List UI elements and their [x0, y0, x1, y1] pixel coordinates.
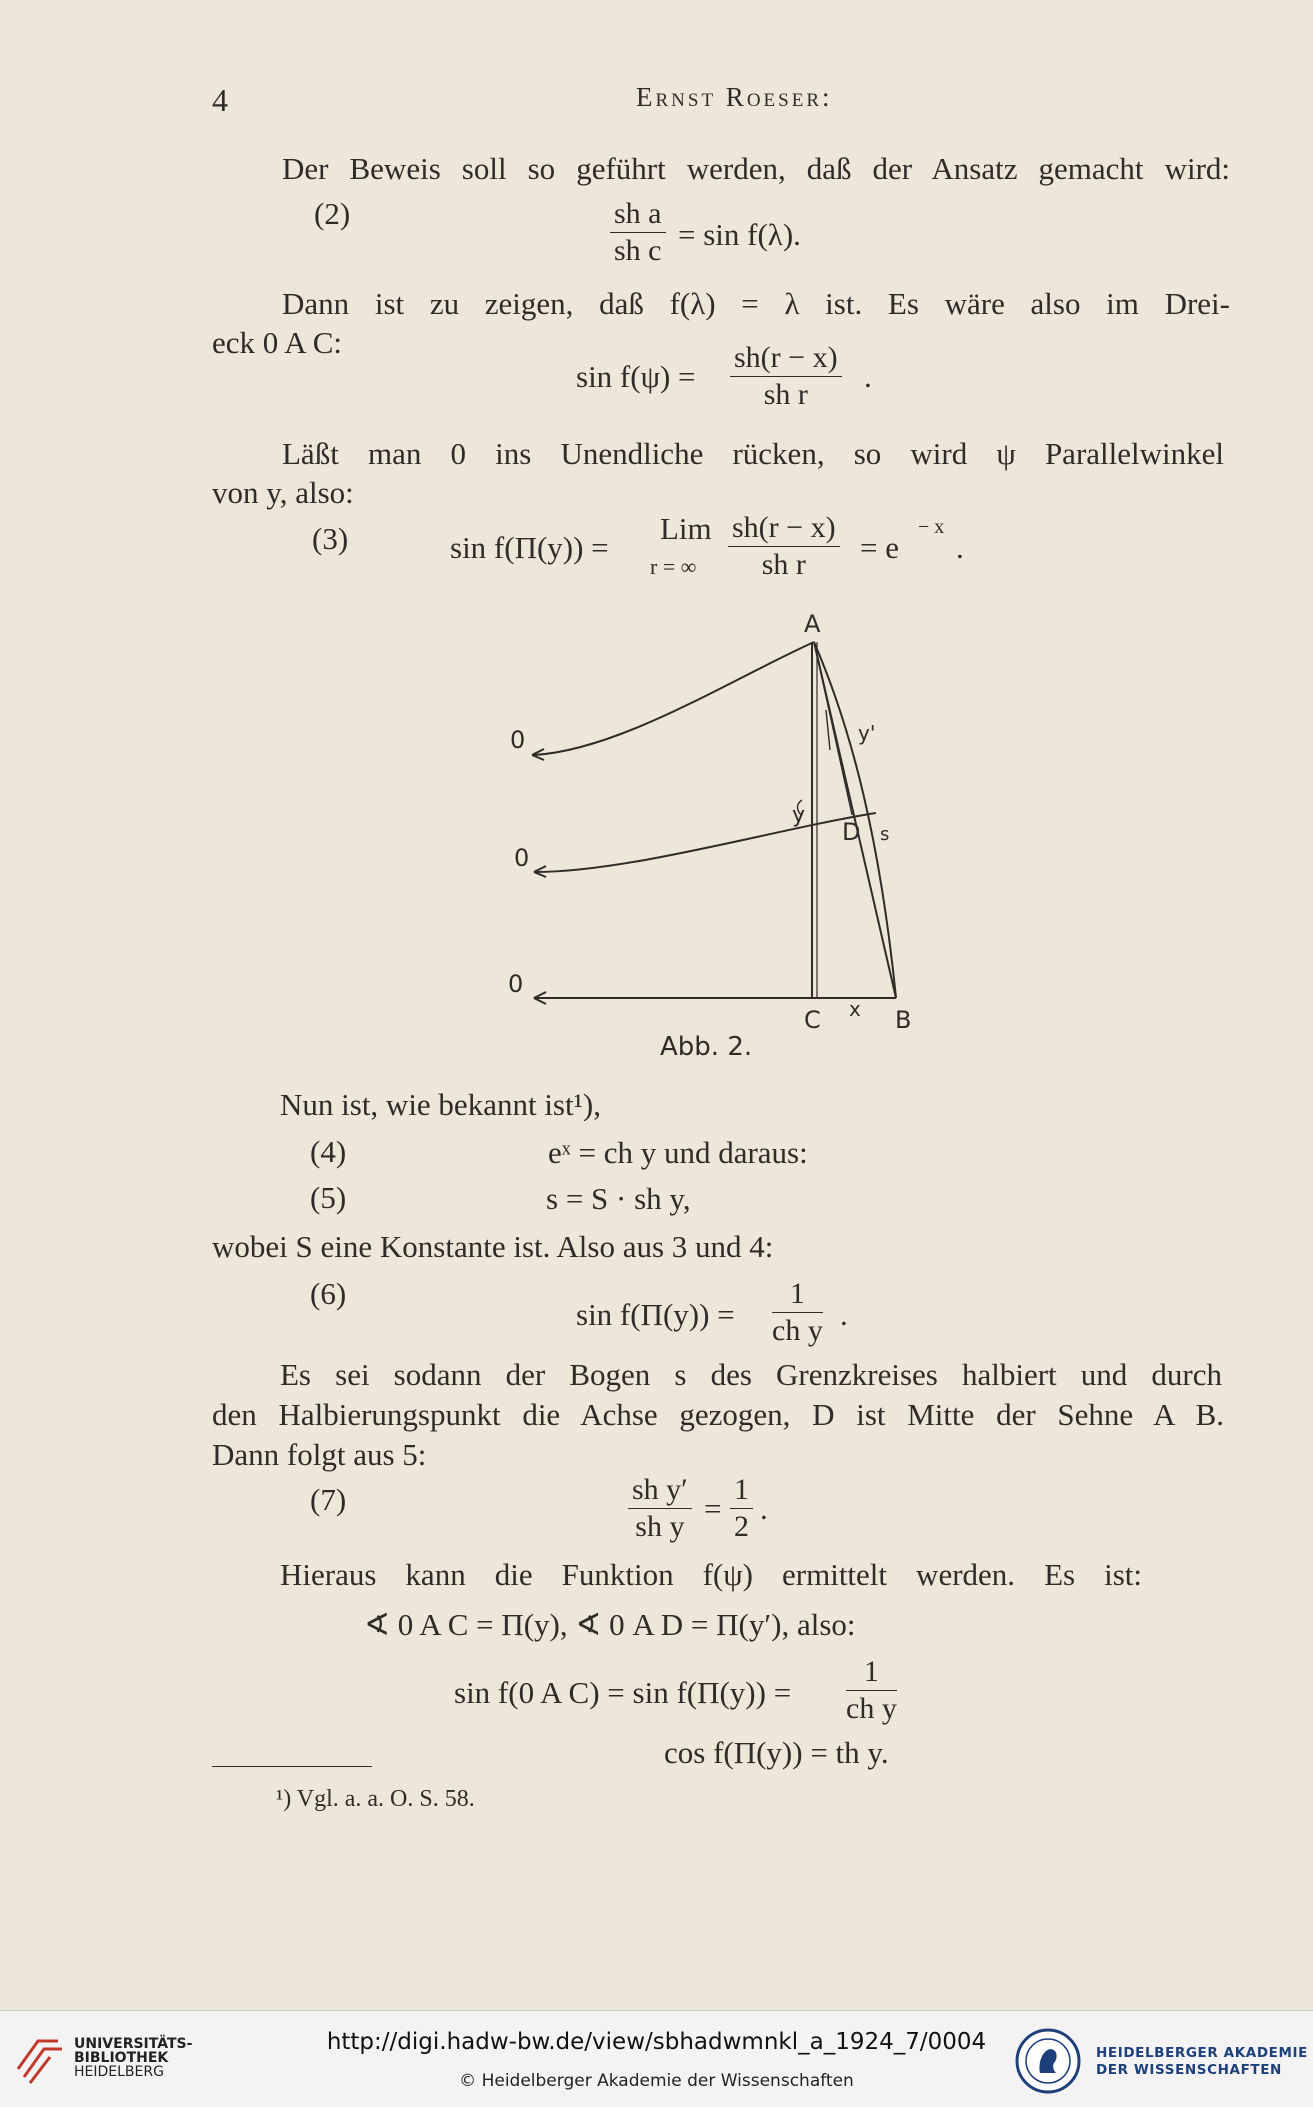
text-line: Dann ist zu zeigen, daß f(λ) = λ ist. Es wäre also im Drei-: [282, 286, 1230, 321]
label-C: C: [804, 1006, 821, 1034]
equation-lhs: sin f(ψ) =: [576, 359, 696, 394]
text-line: Dann folgt aus 5:: [212, 1437, 427, 1472]
exponent: − x: [918, 516, 945, 538]
fraction-numerator: sh(r − x): [728, 510, 840, 547]
tick-y-prime: [826, 710, 830, 750]
equals-sign: =: [704, 1491, 722, 1526]
equation-end: .: [864, 359, 872, 394]
text-line: Nun ist, wie bekannt ist¹),: [280, 1087, 601, 1122]
label-O-bottom: 0: [508, 970, 524, 998]
limit-subscript: r = ∞: [650, 554, 697, 579]
hak-name: [1096, 2045, 1308, 2079]
figure-geometry: [480, 600, 960, 1060]
equation-rhs: = e: [860, 530, 899, 565]
label-O-top: 0: [510, 726, 526, 754]
hak-name-line: DER WISSENSCHAFTEN: [1096, 2062, 1282, 2078]
text-line: Hieraus kann die Funktion f(ψ) ermittelt werden. Es ist:: [280, 1557, 1142, 1592]
equation-end: .: [840, 1297, 848, 1332]
label-y: y: [792, 803, 806, 828]
text-line: eck 0 A C:: [212, 325, 343, 360]
equation-lhs: sin f(0 A C) = sin f(Π(y)) =: [454, 1675, 792, 1710]
equation: ∢ 0 A C = Π(y), ∢ 0 A D = Π(y′), also:: [364, 1607, 856, 1642]
fraction-denominator: ch y: [772, 1314, 823, 1347]
text-line: wobei S eine Konstante ist. Also aus 3 und 4:: [212, 1229, 774, 1264]
fraction-denominator: sh c: [614, 234, 662, 267]
equation-end: .: [760, 1491, 768, 1526]
fraction-denominator: sh y: [635, 1510, 685, 1543]
source-url-link[interactable]: http://digi.hadw-bw.de/view/sbhadwmnkl_a_1924_7/0004: [326, 2029, 987, 2055]
text-line: den Halbierungspunkt die Achse gezogen, D ist Mitte der Sehne A B.: [212, 1397, 1224, 1432]
equation: eˣ = ch y und daraus:: [548, 1135, 808, 1170]
label-D: D: [842, 818, 861, 846]
fraction: [628, 1472, 692, 1545]
fraction-denominator: 2: [734, 1510, 749, 1543]
fraction-numerator: 1: [730, 1472, 753, 1509]
equation: cos f(Π(y)) = th y.: [664, 1735, 889, 1770]
figure-caption: Abb. 2.: [660, 1032, 753, 1062]
equation-number: (5): [310, 1180, 347, 1215]
fraction-numerator: sh y′: [628, 1472, 692, 1509]
label-s: s: [880, 824, 890, 845]
fraction: [610, 196, 666, 269]
footnote-rule: [212, 1766, 372, 1767]
label-y-prime: y': [858, 721, 876, 745]
fraction: [730, 1472, 753, 1545]
page-number: 4: [212, 82, 228, 118]
equation-number: (4): [310, 1134, 347, 1169]
equation-number: (2): [314, 196, 351, 231]
equation-lhs: sin f(Π(y)) =: [450, 530, 609, 565]
fraction: [846, 1654, 897, 1727]
equation-number: (7): [310, 1482, 347, 1517]
hak-name-line: HEIDELBERGER AKADEMIE: [1096, 2045, 1308, 2061]
parallel-line-1: [534, 642, 814, 755]
copyright-notice: © Heidelberger Akademie der Wissenschaften: [459, 2071, 854, 2091]
running-header: Ernst Roeser:: [636, 82, 833, 112]
label-A: A: [804, 610, 821, 638]
fraction-numerator: 1: [846, 1654, 897, 1691]
ub-name-line: UNIVERSITÄTS-: [74, 2036, 193, 2052]
equation-rhs: = sin f(λ).: [678, 217, 801, 252]
footer-bar: [0, 2010, 1313, 2107]
fraction-numerator: 1: [772, 1276, 823, 1313]
label-x: x: [849, 997, 861, 1021]
fraction: [728, 510, 840, 583]
footnote: ¹) Vgl. a. a. O. S. 58.: [276, 1786, 475, 1812]
fraction-denominator: sh r: [761, 548, 806, 581]
text-line: Es sei sodann der Bogen s des Grenzkreises halbiert und durch: [280, 1357, 1222, 1392]
fraction: [730, 340, 842, 413]
fraction-numerator: sh(r − x): [730, 340, 842, 377]
ub-name-line: HEIDELBERG: [74, 2064, 164, 2080]
label-O-middle: 0: [514, 844, 530, 872]
fraction-denominator: sh r: [763, 378, 808, 411]
label-B: B: [895, 1006, 912, 1034]
hak-seal-icon: [1014, 2027, 1082, 2095]
parallel-line-2: [536, 813, 876, 872]
limit-symbol: Lim: [660, 511, 712, 546]
fraction: [772, 1276, 823, 1349]
equation: s = S · sh y,: [546, 1181, 691, 1216]
fraction-numerator: sh a: [610, 196, 666, 233]
fraction-denominator: ch y: [846, 1692, 897, 1725]
equation-number: (3): [312, 521, 349, 556]
equation-end: .: [956, 530, 964, 565]
text-line: von y, also:: [212, 475, 354, 510]
text-line: Der Beweis soll so geführt werden, daß der Ansatz gemacht wird:: [282, 151, 1230, 186]
text-line: Läßt man 0 ins Unendliche rücken, so wird ψ Parallelwinkel: [282, 436, 1224, 471]
ub-name-line: BIBLIOTHEK: [74, 2050, 169, 2066]
equation-number: (6): [310, 1276, 347, 1311]
equation-lhs: sin f(Π(y)) =: [576, 1297, 735, 1332]
